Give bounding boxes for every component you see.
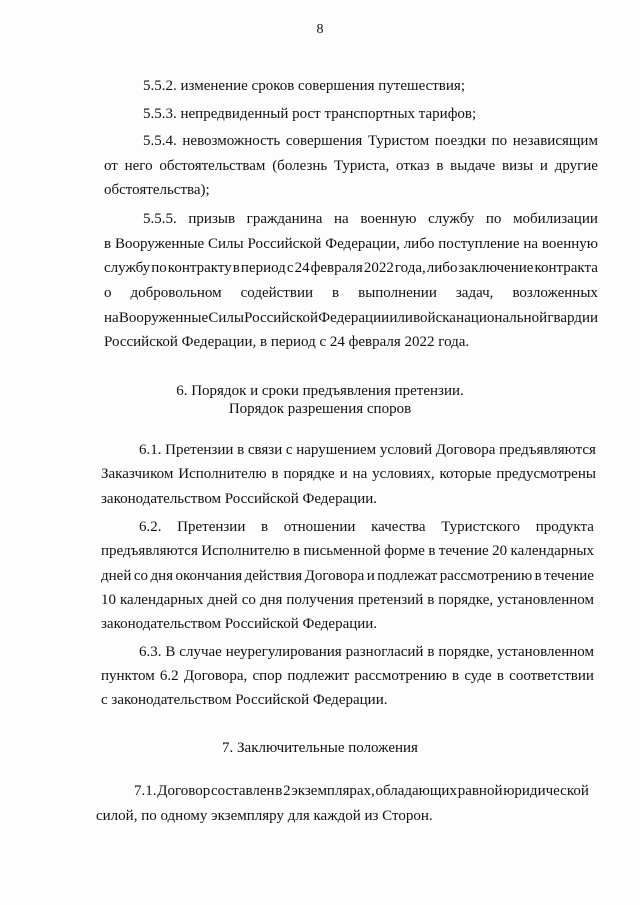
word: связи — [247, 442, 283, 458]
clause-5-5-5-line-5 — [104, 308, 598, 328]
section-7-title: 7. Заключительные положения — [222, 740, 418, 756]
word: февраля — [310, 260, 363, 276]
word: действия — [244, 568, 303, 584]
word: отношении — [283, 519, 356, 535]
word: со — [241, 592, 256, 608]
word: 6.2 — [159, 668, 179, 684]
word: либо — [426, 260, 458, 276]
word: и — [339, 466, 348, 482]
word: независящим — [512, 133, 598, 149]
word: дней — [207, 592, 238, 608]
word: выдаче — [450, 158, 496, 174]
clause-7-1-line-1 — [134, 781, 589, 801]
word: в — [271, 466, 279, 482]
word: Туристского — [441, 519, 521, 535]
word: заключение — [458, 260, 534, 276]
word: невозможность — [182, 133, 281, 149]
word: пунктом — [101, 668, 155, 684]
word: Претензии — [177, 519, 246, 535]
word: 7.1. — [134, 783, 157, 799]
word: обладающих — [375, 783, 457, 799]
word: нарушением — [296, 442, 377, 458]
word: с — [286, 260, 294, 276]
word: визы — [502, 158, 534, 174]
word: на — [104, 310, 119, 326]
word: в — [534, 568, 542, 584]
word: 5.5.5. — [143, 211, 177, 227]
clause-6-2-line-1 — [139, 517, 594, 537]
word: Российской — [247, 236, 322, 252]
clause-6-3-line-3: с законодательством Российской Федерации. — [101, 692, 388, 708]
word: 20 — [492, 543, 508, 559]
word: войска — [413, 310, 456, 326]
word: национальной — [456, 310, 548, 326]
word: разногласий — [345, 644, 424, 660]
word: форме — [384, 543, 425, 559]
clause-6-1-line-2 — [101, 464, 596, 484]
word: Претензии — [165, 442, 234, 458]
word: выполнении — [358, 285, 437, 301]
word: Исполнителю — [201, 543, 290, 559]
word: 6.1. — [139, 442, 162, 458]
word: претензий — [357, 592, 424, 608]
word: которые — [439, 466, 492, 482]
word: в — [436, 158, 444, 174]
word: рассмотрению — [439, 568, 533, 584]
word: Вооруженные — [114, 236, 205, 252]
word: 5.5.4. — [143, 133, 177, 149]
word: на — [523, 236, 539, 252]
clause-5-5-5-line-6: Российской Федерации, в период с 24 февраля 2022 года. — [104, 334, 470, 350]
word: качества — [371, 519, 426, 535]
word: по — [485, 211, 502, 227]
word: получения — [286, 592, 354, 608]
word: (болезнь — [272, 158, 328, 174]
word: Туристом — [367, 133, 430, 149]
word: Заказчиком — [101, 466, 174, 482]
word: службу — [428, 211, 475, 227]
page-number: 8 — [316, 22, 324, 37]
word: предъявляются — [101, 543, 198, 559]
word: условий — [379, 442, 433, 458]
word: юридической — [503, 783, 589, 799]
word: течение — [544, 568, 594, 584]
word: условиях, — [372, 466, 435, 482]
word: либо — [403, 236, 435, 252]
word: порядке, — [438, 644, 494, 660]
word: дня — [259, 592, 283, 608]
word: в — [232, 260, 240, 276]
clause-5-5-4-line-2 — [104, 156, 598, 176]
word: в — [496, 668, 504, 684]
word: период — [240, 260, 286, 276]
word: Исполнителю — [178, 466, 267, 482]
word: службу — [104, 260, 151, 276]
clause-5-5-4-line-1 — [143, 131, 598, 151]
word: окончания — [175, 568, 243, 584]
word: продукта — [535, 519, 594, 535]
word: в — [427, 644, 435, 660]
section-6-title-line-2: Порядок разрешения споров — [228, 401, 412, 417]
word: по — [491, 133, 508, 149]
word: дней — [101, 568, 132, 584]
word: года, — [394, 260, 426, 276]
word: гражданина — [246, 211, 323, 227]
word: 24 — [294, 260, 310, 276]
word: порядке — [283, 466, 335, 482]
word: порядке, — [438, 592, 494, 608]
word: в — [293, 543, 301, 559]
word: от — [104, 158, 118, 174]
word: Договора — [304, 568, 365, 584]
word: предусмотрены — [496, 466, 596, 482]
word: экземплярах, — [291, 783, 375, 799]
word: соответствии — [509, 668, 594, 684]
word: Договора — [435, 442, 496, 458]
word: Вооруженные — [118, 310, 209, 326]
word: предъявляются — [499, 442, 596, 458]
clause-5-5-4-line-3: обстоятельства); — [104, 182, 210, 198]
word: о — [104, 285, 112, 301]
clause-6-3-line-1 — [139, 642, 594, 662]
word: по — [151, 260, 167, 276]
clause-5-5-3: 5.5.3. непредвиденный рост транспортных тарифов; — [143, 106, 477, 122]
word: военную — [541, 236, 598, 252]
word: и — [539, 158, 548, 174]
word: возложенных — [512, 285, 598, 301]
word: в — [237, 442, 245, 458]
word: добровольном — [130, 285, 222, 301]
word: неурегулирования — [225, 644, 342, 660]
word: в — [452, 668, 460, 684]
word: установленном — [497, 592, 594, 608]
clause-6-1-line-1 — [139, 440, 596, 460]
clause-7-1-line-2: силой, по одному экземпляру для каждой из Сторон. — [96, 808, 433, 824]
clause-6-2-line-2 — [101, 541, 594, 561]
clause-5-5-5-line-2 — [104, 234, 598, 254]
word: военную — [360, 211, 417, 227]
word: Федерации — [318, 310, 390, 326]
word: мобилизации — [513, 211, 598, 227]
word: в — [275, 783, 283, 799]
word: 2022 — [363, 260, 394, 276]
clause-6-2-line-4 — [101, 590, 594, 610]
word: Туриста, — [334, 158, 390, 174]
word: календарных — [510, 543, 594, 559]
word: задач, — [455, 285, 494, 301]
word: случае — [179, 644, 222, 660]
word: 2 — [283, 783, 291, 799]
clause-6-3-line-2 — [101, 666, 594, 686]
word: содействии — [240, 285, 314, 301]
clause-6-1-line-3: законодательством Российской Федерации. — [101, 491, 378, 507]
word: совершения — [285, 133, 363, 149]
clause-5-5-5-line-3 — [104, 258, 598, 278]
clause-5-5-5-line-1 — [143, 209, 598, 229]
word: установленном — [497, 644, 594, 660]
word: контракту — [167, 260, 232, 276]
word: в — [427, 592, 435, 608]
word: письменной — [303, 543, 381, 559]
word: течение — [438, 543, 489, 559]
word: рассмотрению — [354, 668, 447, 684]
word: и — [366, 568, 375, 584]
word: Федерации, — [325, 236, 400, 252]
word: составлен — [210, 783, 275, 799]
word: другие — [554, 158, 598, 174]
word: отказ — [396, 158, 430, 174]
word: в — [428, 543, 436, 559]
word: гвардии — [547, 310, 598, 326]
word: подлежат — [377, 568, 438, 584]
word: Силы — [208, 236, 244, 252]
word: Силы — [208, 310, 244, 326]
word: или — [389, 310, 413, 326]
word: него — [124, 158, 153, 174]
word: с — [285, 442, 293, 458]
word: поступление — [438, 236, 520, 252]
word: 10 — [101, 592, 116, 608]
word: со — [133, 568, 148, 584]
word: суде — [464, 668, 492, 684]
word: В — [165, 644, 176, 660]
word: равной — [457, 783, 503, 799]
word: на — [352, 466, 368, 482]
word: на — [334, 211, 349, 227]
word: в — [261, 519, 269, 535]
word: в — [332, 285, 340, 301]
word: 6.2. — [139, 519, 162, 535]
word: Договор — [157, 783, 211, 799]
word: призыв — [188, 211, 236, 227]
clause-6-2-line-5: законодательством Российской Федерации. — [101, 616, 378, 632]
clause-5-5-5-line-4 — [104, 283, 598, 303]
word: Российской — [244, 310, 319, 326]
word: спор — [252, 668, 283, 684]
clause-5-5-2: 5.5.2. изменение сроков совершения путешествия; — [143, 78, 465, 94]
word: поездки — [434, 133, 486, 149]
word: обстоятельствам — [159, 158, 266, 174]
word: 6.3. — [139, 644, 162, 660]
word: календарных — [119, 592, 204, 608]
word: в — [104, 236, 112, 252]
word: дня — [150, 568, 173, 584]
word: Договора, — [183, 668, 248, 684]
word: контракта — [534, 260, 598, 276]
word: подлежит — [287, 668, 350, 684]
section-6-title-line-1: 6. Порядок и сроки предъявления претензии. — [176, 383, 464, 399]
clause-6-2-line-3 — [101, 566, 594, 586]
